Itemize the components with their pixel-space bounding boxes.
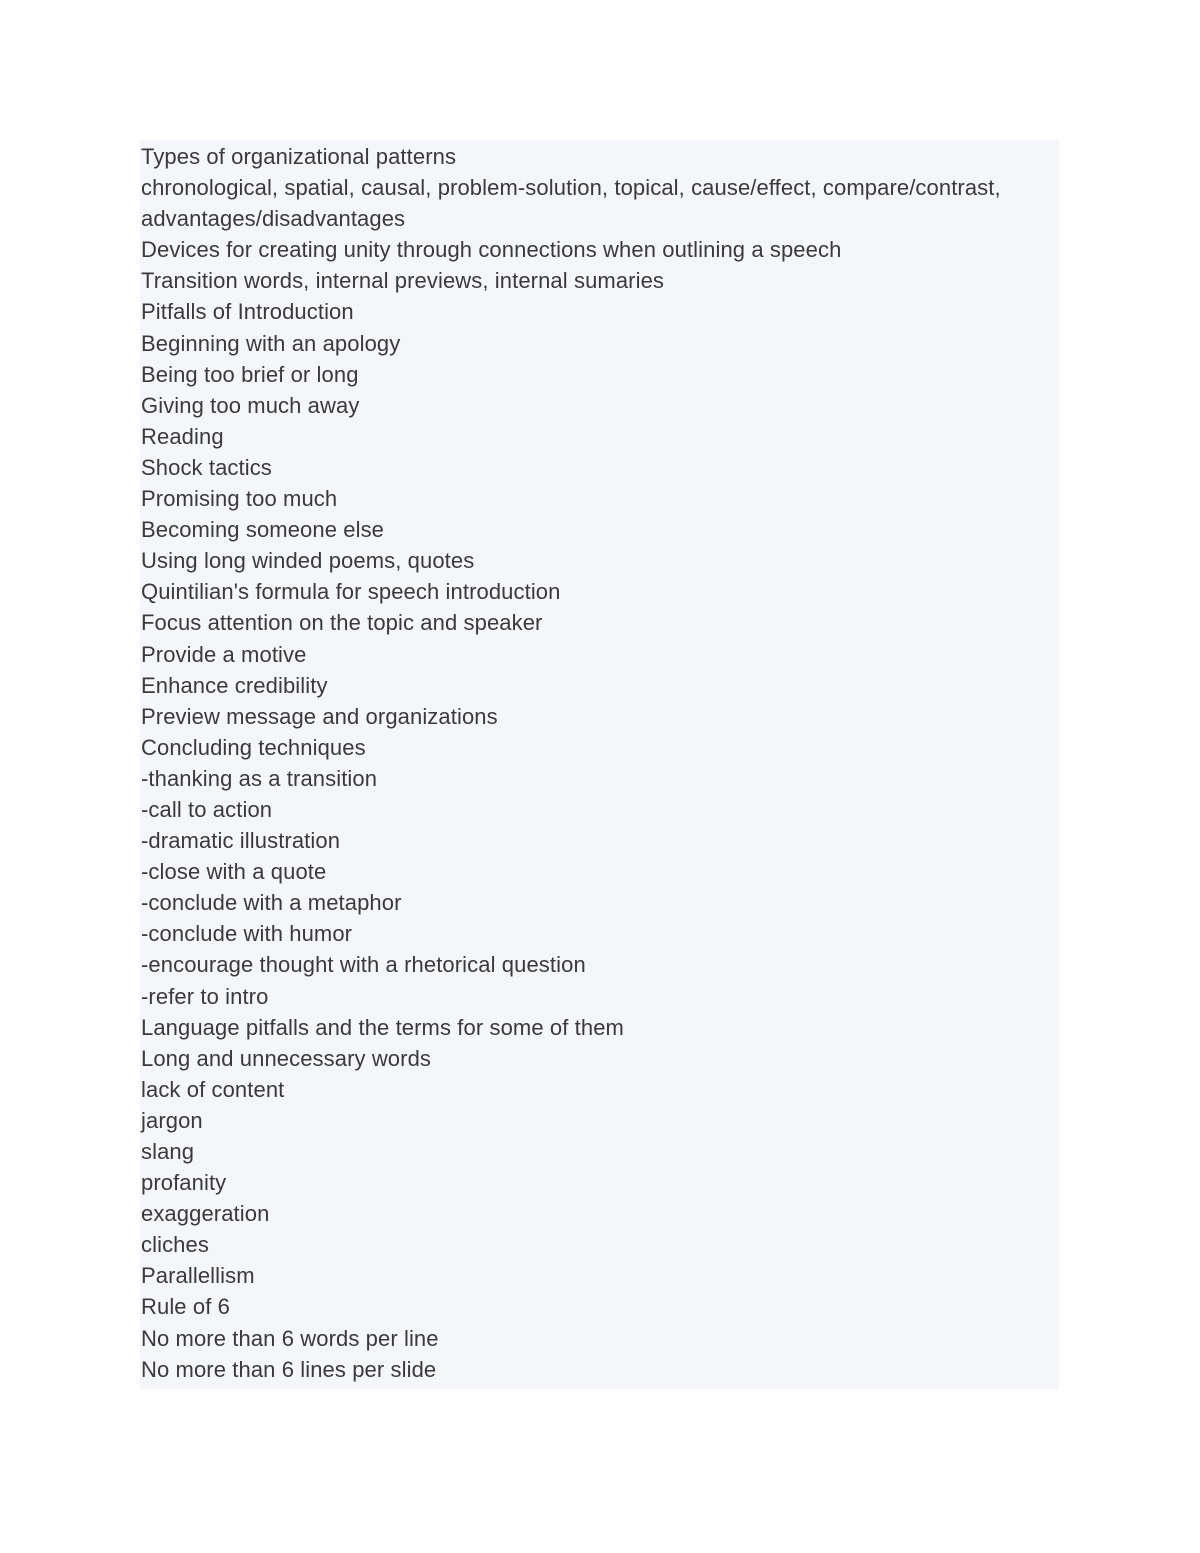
- text-line: Rule of 6: [141, 1294, 230, 1320]
- text-line: chronological, spatial, causal, problem-solution, topical, cause/effect, compare/contrast,: [141, 175, 1001, 201]
- text-line: Promising too much: [141, 486, 338, 512]
- text-line: Focus attention on the topic and speaker: [141, 610, 543, 636]
- text-line: -close with a quote: [141, 859, 327, 885]
- text-line: Reading: [141, 423, 224, 449]
- text-line: -call to action: [141, 796, 273, 822]
- text-line: Beginning with an apology: [141, 330, 401, 356]
- text-line: Language pitfalls and the terms for some of them: [141, 1014, 624, 1040]
- text-line: Parallellism: [141, 1263, 255, 1289]
- text-line: Enhance credibility: [141, 672, 328, 698]
- text-line: Becoming someone else: [141, 517, 385, 543]
- text-line: Shock tactics: [141, 454, 272, 480]
- text-line: Quintilian's formula for speech introduction: [141, 579, 561, 605]
- text-line: Devices for creating unity through connections when outlining a speech: [141, 237, 842, 263]
- text-line: Long and unnecessary words: [141, 1045, 432, 1071]
- text-line: Giving too much away: [141, 392, 360, 418]
- text-line: advantages/disadvantages: [141, 206, 406, 232]
- text-lines: [141, 141, 1056, 1385]
- text-line: Pitfalls of Introduction: [141, 299, 354, 325]
- text-line: No more than 6 words per line: [141, 1325, 439, 1351]
- text-line: slang: [141, 1139, 195, 1164]
- text-line: Provide a motive: [141, 641, 307, 667]
- text-line: -thanking as a transition: [141, 765, 378, 791]
- text-line: profanity: [141, 1170, 227, 1196]
- text-line: No more than 6 lines per slide: [141, 1356, 437, 1382]
- text-line: -conclude with a metaphor: [141, 890, 402, 916]
- text-line: exaggeration: [141, 1201, 270, 1227]
- text-line: Types of organizational patterns: [141, 144, 457, 169]
- text-line: -conclude with humor: [141, 921, 353, 947]
- text-line: lack of content: [141, 1076, 285, 1102]
- text-line: jargon: [141, 1107, 203, 1133]
- text-line: Using long winded poems, quotes: [141, 548, 475, 574]
- text-line: cliches: [141, 1232, 209, 1258]
- text-line: -encourage thought with a rhetorical question: [141, 952, 586, 978]
- text-line: Concluding techniques: [141, 734, 366, 760]
- text-line: Being too brief or long: [141, 361, 359, 387]
- text-line: Preview message and organizations: [141, 703, 498, 729]
- text-line: -dramatic illustration: [141, 828, 341, 854]
- text-line: Transition words, internal previews, internal sumaries: [141, 268, 665, 294]
- text-line: -refer to intro: [141, 983, 269, 1009]
